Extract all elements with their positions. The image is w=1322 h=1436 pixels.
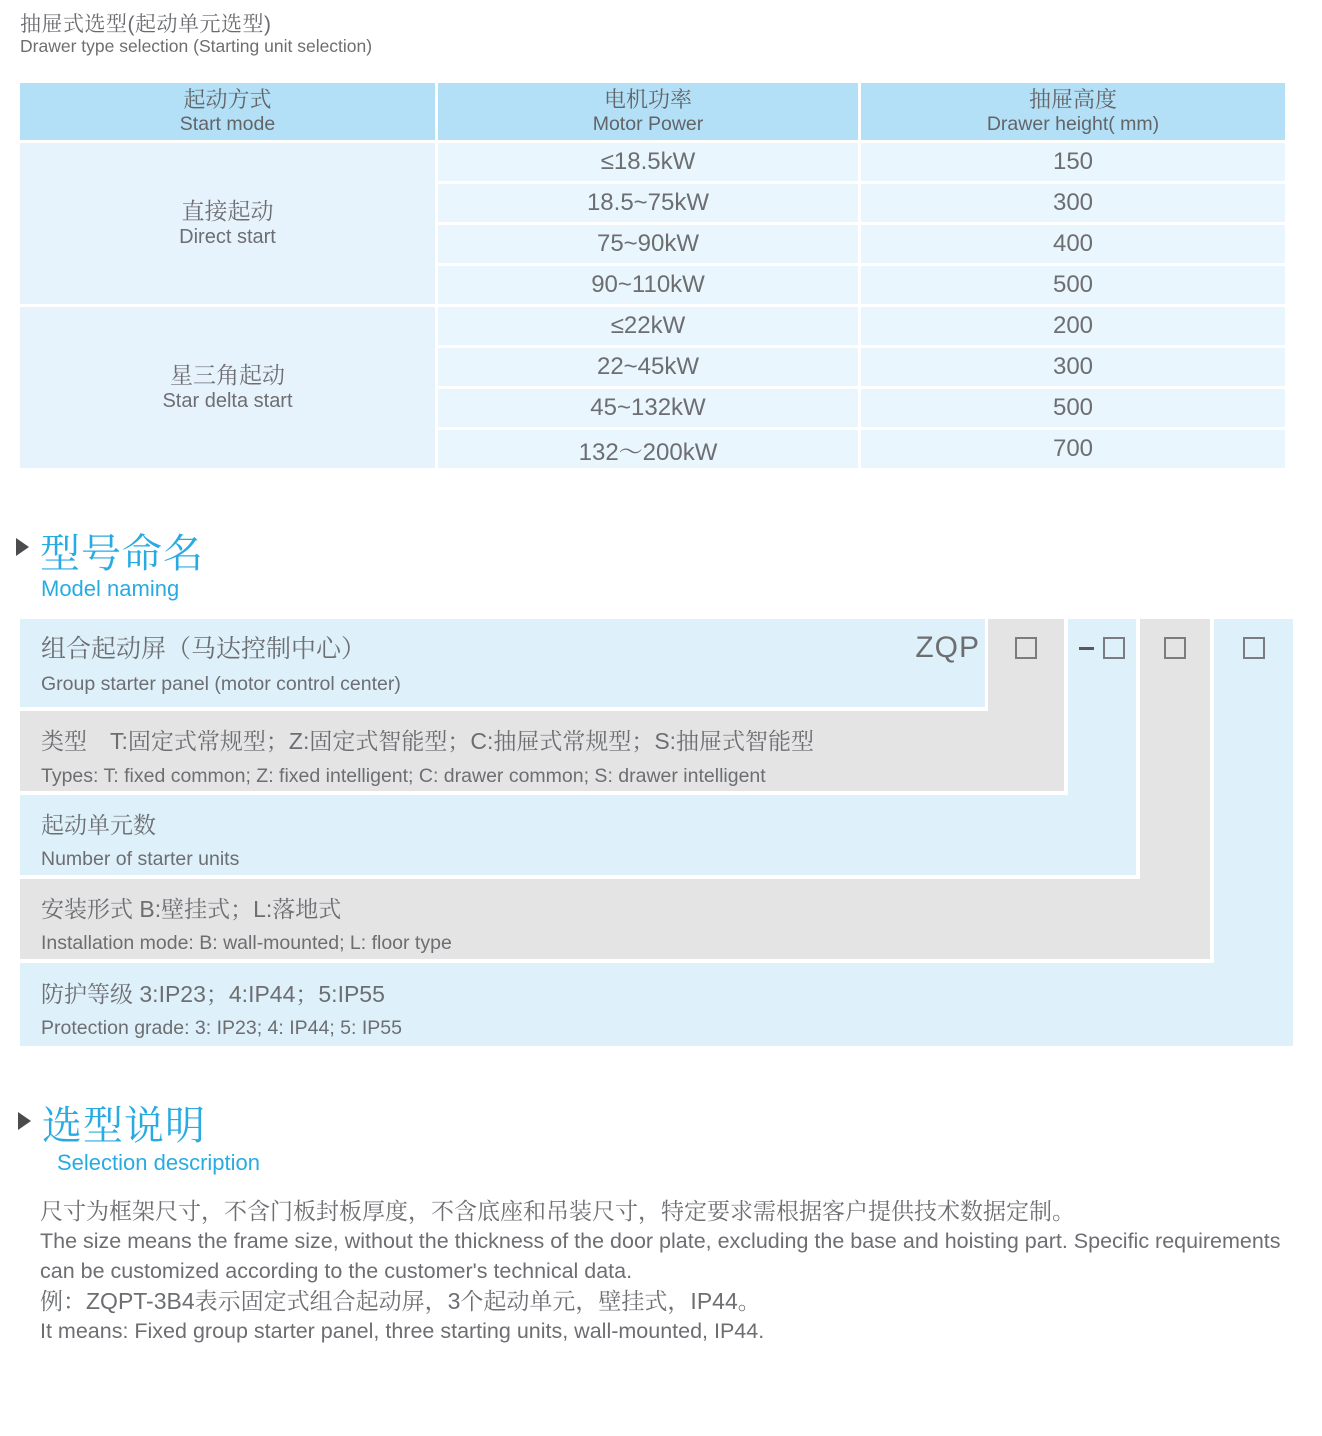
code-column-protection (1214, 619, 1293, 1046)
section-marker-triangle-icon (18, 1112, 31, 1130)
code-slot-protection (1214, 637, 1293, 659)
height-cell: 300 (861, 348, 1285, 386)
header-motor-power-en: Motor Power (592, 112, 704, 135)
code-box-icon (1243, 637, 1265, 659)
model-naming-heading-cn: 型号命名 (40, 532, 204, 576)
height-cell: 200 (861, 307, 1285, 345)
naming-band-group-starter-panel (20, 619, 985, 707)
power-cell: 90~110kW (438, 266, 858, 304)
page-title-cn: 抽屉式选型(起动单元选型) (20, 13, 272, 36)
selection-desc-heading-cn: 选型说明 (42, 1104, 206, 1148)
table-header-row (20, 83, 1285, 140)
band5-cn: 防护等级 3:IP23；4:IP44；5:IP55 (41, 981, 385, 1007)
height-cell: 500 (861, 389, 1285, 427)
band5-en: Protection grade: 3: IP23; 4: IP44; 5: IP55 (41, 1017, 402, 1039)
band3-en: Number of starter units (41, 848, 240, 870)
header-drawer-height-cn: 抽屉高度 (1028, 87, 1117, 113)
mode-cell-direct-start (20, 143, 435, 304)
height-cell: 700 (861, 430, 1285, 468)
drawer-selection-table (20, 83, 1285, 471)
code-column-installation (1140, 619, 1210, 959)
band2-cn: 类型 T:固定式常规型；Z:固定式智能型；C:抽屉式常规型；S:抽屉式智能型 (41, 728, 815, 754)
band4-cn: 安装形式 B:壁挂式；L:落地式 (41, 896, 342, 922)
code-slot-installation (1140, 637, 1210, 659)
table-group-star-delta (20, 307, 1285, 468)
height-cell: 500 (861, 266, 1285, 304)
height-cell: 150 (861, 143, 1285, 181)
model-prefix-zqp: ZQP (915, 631, 980, 664)
naming-band-starter-units (20, 795, 1136, 875)
table-group-direct-start (20, 143, 1285, 304)
code-slot-units (1068, 637, 1136, 659)
desc-line-cn-1: 尺寸为框架尺寸，不含门板封板厚度，不含底座和吊装尺寸，特定要求需根据客户提供技术数据定制。 (40, 1198, 1075, 1224)
code-column-type (988, 619, 1064, 791)
band2-en: Types: T: fixed common; Z: fixed intelligent; C: drawer common; S: drawer intelligent (41, 765, 766, 787)
power-cell: ≤18.5kW (438, 143, 858, 181)
power-cell: ≤22kW (438, 307, 858, 345)
code-box-icon (1103, 637, 1125, 659)
dash-icon (1079, 647, 1094, 650)
naming-band-types (20, 711, 1064, 791)
mode-star-en: Star delta start (162, 390, 293, 413)
header-cell-start-mode (20, 83, 435, 140)
desc-line-cn-2: 例：ZQPT-3B4表示固定式组合起动屏，3个起动单元，壁挂式，IP44。 (40, 1287, 761, 1314)
code-box-icon (1164, 637, 1186, 659)
naming-band-protection-grade (20, 963, 1293, 1046)
section-marker-triangle-icon (16, 538, 29, 556)
model-naming-diagram (20, 619, 1293, 1046)
band1-cn: 组合起动屏（马达控制中心） (41, 635, 367, 663)
selection-description-body (40, 1196, 1292, 1346)
header-start-mode-en: Start mode (179, 112, 276, 135)
height-cell: 400 (861, 225, 1285, 263)
desc-line-en-1: The size means the frame size, without the thickness of the door plate, excluding the base and hoisting part. Specific requirements can be customized according to the customer's technical data. (40, 1229, 1281, 1283)
height-cell: 300 (861, 184, 1285, 222)
power-cell: 75~90kW (438, 225, 858, 263)
code-column-units (1068, 619, 1136, 875)
model-naming-heading-en: Model naming (41, 576, 180, 601)
power-cell: 132～200kW (438, 430, 858, 468)
code-box-icon (1015, 637, 1037, 659)
header-cell-motor-power (438, 83, 858, 140)
desc-line-en-2: It means: Fixed group starter panel, three starting units, wall-mounted, IP44. (40, 1319, 765, 1343)
band4-en: Installation mode: B: wall-mounted; L: floor type (41, 932, 452, 954)
mode-direct-cn: 直接起动 (181, 197, 274, 224)
selection-desc-heading-en: Selection description (57, 1150, 261, 1175)
naming-band-installation-mode (20, 879, 1210, 959)
power-cell: 22~45kW (438, 348, 858, 386)
header-drawer-height-en: Drawer height( mm) (986, 112, 1160, 135)
header-start-mode-cn: 起动方式 (183, 87, 272, 113)
power-cell: 18.5~75kW (438, 184, 858, 222)
band3-cn: 起动单元数 (41, 812, 156, 838)
band1-en: Group starter panel (motor control center) (41, 673, 401, 695)
page-title-en: Drawer type selection (Starting unit selection) (20, 36, 373, 56)
header-motor-power-cn: 电机功率 (603, 87, 692, 113)
power-cell: 45~132kW (438, 389, 858, 427)
header-cell-drawer-height (861, 83, 1285, 140)
code-slot-type (988, 637, 1064, 659)
mode-star-cn: 星三角起动 (170, 361, 285, 388)
mode-direct-en: Direct start (179, 226, 276, 249)
mode-cell-star-delta (20, 307, 435, 468)
